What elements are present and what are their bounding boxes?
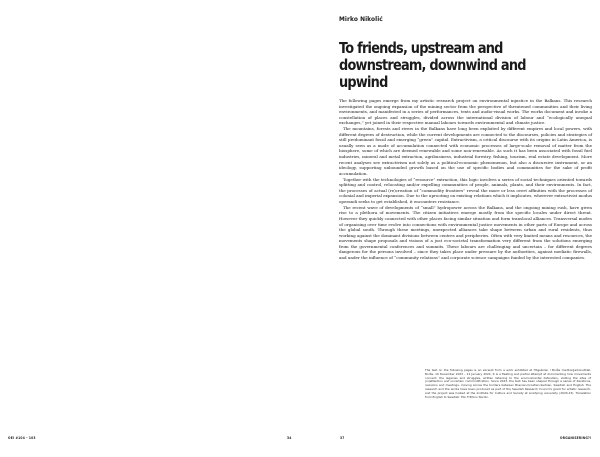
body-paragraph: Together with the technologies of “resource” extraction, this logic involves a series of social techniques oriented towards splitting and control, relocating and/or expelling communities of people, animals, plants, and their environments. In fact, the processes of actual (re)creation of “commodity frontiers” reveal the more or less overt affinities with the processes of colonial and imperial expansion. Due to the uprooting on existing relations which it implicates, wherever extractivist modus operandi seeks to get established, it encounters resistance. <box>339 176 592 204</box>
article-body <box>339 98 592 261</box>
body-paragraph: The recent wave of developments of “small” hydropower across the Balkans, and the ongoing mining rush, have given rise to a plethora of movements. The citizen initiatives emerge mostly from the specific locales under direct threat. However they quickly connected with other places facing similar situation and form translocal alliances. Transversal modes of organising over time evolve into connections with environmental justice movements in other parts of Europe and across the global south. Through these meetings, unexpected alliances take shape between urban and rural residents, thus working against the dominant divisions between centres and peripheries. Often with very limited means and resources, the movements shape proposals and visions of a just eco-societal transformation very different from the solutions emerging from the governmental conferences and summits. These labours are challenging and uncertain – for different degrees dangerous for the persons involved – since they takes place under pressure by the authorities, against mediatic firewalls, and under the influence of “community relations” and corporate science campaigns funded by the interested companies. <box>339 204 592 260</box>
article-title: To friends, upstream and downstream, downwind and upwind <box>339 39 526 91</box>
body-paragraph: The following pages emerge from my artistic research project on environmental injustice in the Balkans. This research investigated the ongoing expansion of the mining sector from the perspective of threatened communities and their living environments, and manifested in a series of performances, texts and audio-visual works. The works document and invoke a constellation of places and struggles, divided across the international division of labour and “ecologically unequal exchanges,” yet joined in their respective manual labours towards environmental and climate justice. <box>339 98 592 126</box>
footnote: The text on the following pages is an excerpt from a work exhibited at Högskolan i Borås medborgarkonsthall, Borås, 19 December 2023 – 21 January 2024. It is a fleeting and partial attempt at documenting how movements connect, the legacies and struggles, written listening to the environmental defenders, visiting the sites of (in)attention and uncertain commodification. Since 2023, the text has been shaped through a series of iterations, revisions and meetings, moving across the borders between Bosnian-Croatian-Serbian, Swedish and English. The research and the works have been produced as part of the Swedish Research Council’s grant for artistic research, and the project was hosted at the Institute for Culture and Society at Linköping university (2020-23). Translation from English to Swedish: Elin Frithiov Nordin. <box>425 368 591 399</box>
body-paragraph: The mountains, forests and rivers in the Balkans have long been exploited by different empires and local powers, with different degrees of destruction, while the current developments are connected to the discourses, policies and strategies of still predominant fossil and emerging “green” capital. Extractivism, a critical discourse with its origins in Latin America, is usually seen as a mode of accumulation connected with economic processes of large-scale removal of matter from the biosphere, some of which are deemed renewable and some non-renewable. As such it has been associated with fossil fuel industries, mineral and metal extraction, agribusiness, industrial forestry, fishing, tourism, real estate development. More recent analyses see extractivism not solely as a political-economic phenomenon, but also a discursive instrument, or an ideology, supporting unbounded growth based on the use of specific bodies and communities for the sake of profit accumulation. <box>339 126 592 176</box>
section-label: ORGANISERING?! <box>560 436 592 440</box>
journal-issue-code: OEI #104 - 103 <box>8 436 36 440</box>
author-name: Mirko Nikolić <box>339 15 383 23</box>
page-number-right: 37 <box>340 436 345 440</box>
page-number-left: 34 <box>287 436 292 440</box>
